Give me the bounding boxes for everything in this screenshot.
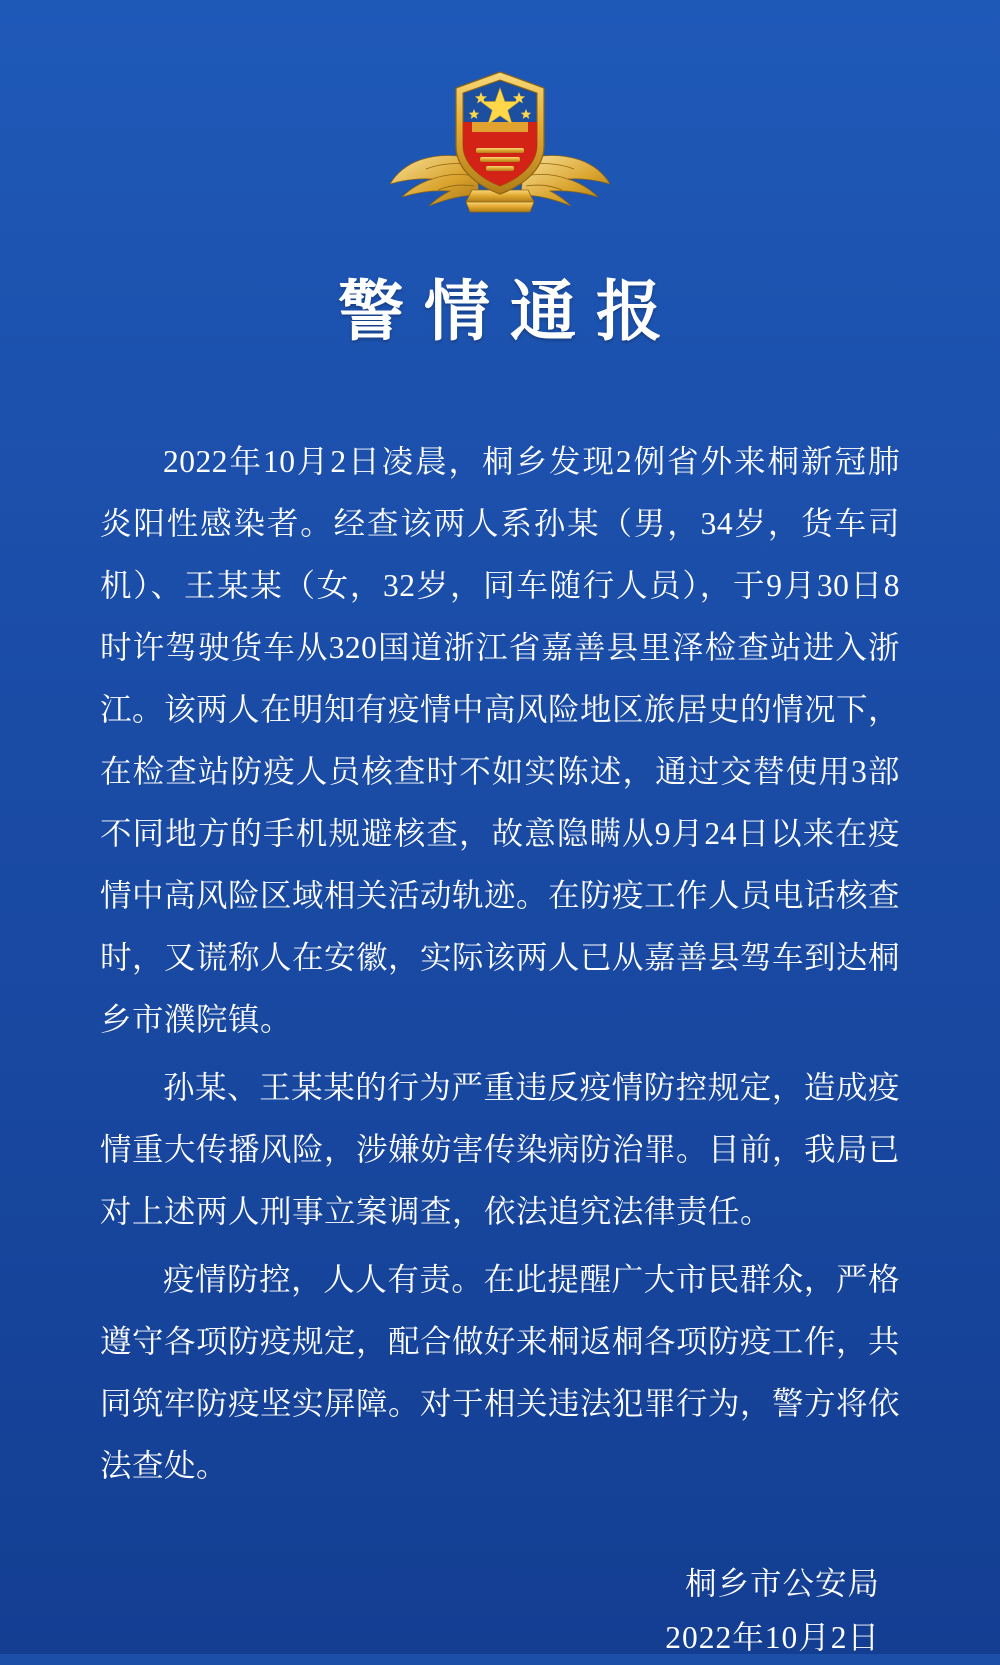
paragraph-1: 2022年10月2日凌晨，桐乡发现2例省外来桐新冠肺炎阳性感染者。经查该两人系孙某（男，34岁，货车司机）、王某某（女，32岁，同车随行人员），于9月30日8时许驾驶货车从320国道浙江省嘉善县里泽检查站进入浙江。该两人在明知有疫情中高风险地区旅居史的情况下，在检查站防疫人员核查时不如实陈述，通过交替使用3部不同地方的手机规避核查，故意隐瞒从9月24日以来在疫情中高风险区域相关活动轨迹。在防疫工作人员电话核查时，又谎称人在安徽，实际该两人已从嘉善县驾车到达桐乡市濮院镇。 xyxy=(100,444,901,1037)
signature-block xyxy=(100,1557,900,1665)
announcement-body xyxy=(100,431,900,1503)
issue-date: 2022年10月2日 xyxy=(665,1620,880,1655)
paragraph-3: 疫情防控，人人有责。在此提醒广大市民群众，严格遵守各项防疫规定，配合做好来桐返桐各项防疫工作，共同筑牢防疫坚实屏障。对于相关违法犯罪行为，警方将依法查处。 xyxy=(100,1262,901,1483)
police-emblem xyxy=(380,62,620,222)
issuing-organization: 桐乡市公安局 xyxy=(684,1566,880,1601)
page-title: 警情通报 xyxy=(338,276,682,349)
paragraph-2: 孙某、王某某的行为严重违反疫情防控规定，造成疫情重大传播风险，涉嫌妨害传染病防治罪。目前，我局已对上述两人刑事立案调查，依法追究法律责任。 xyxy=(100,1070,901,1229)
